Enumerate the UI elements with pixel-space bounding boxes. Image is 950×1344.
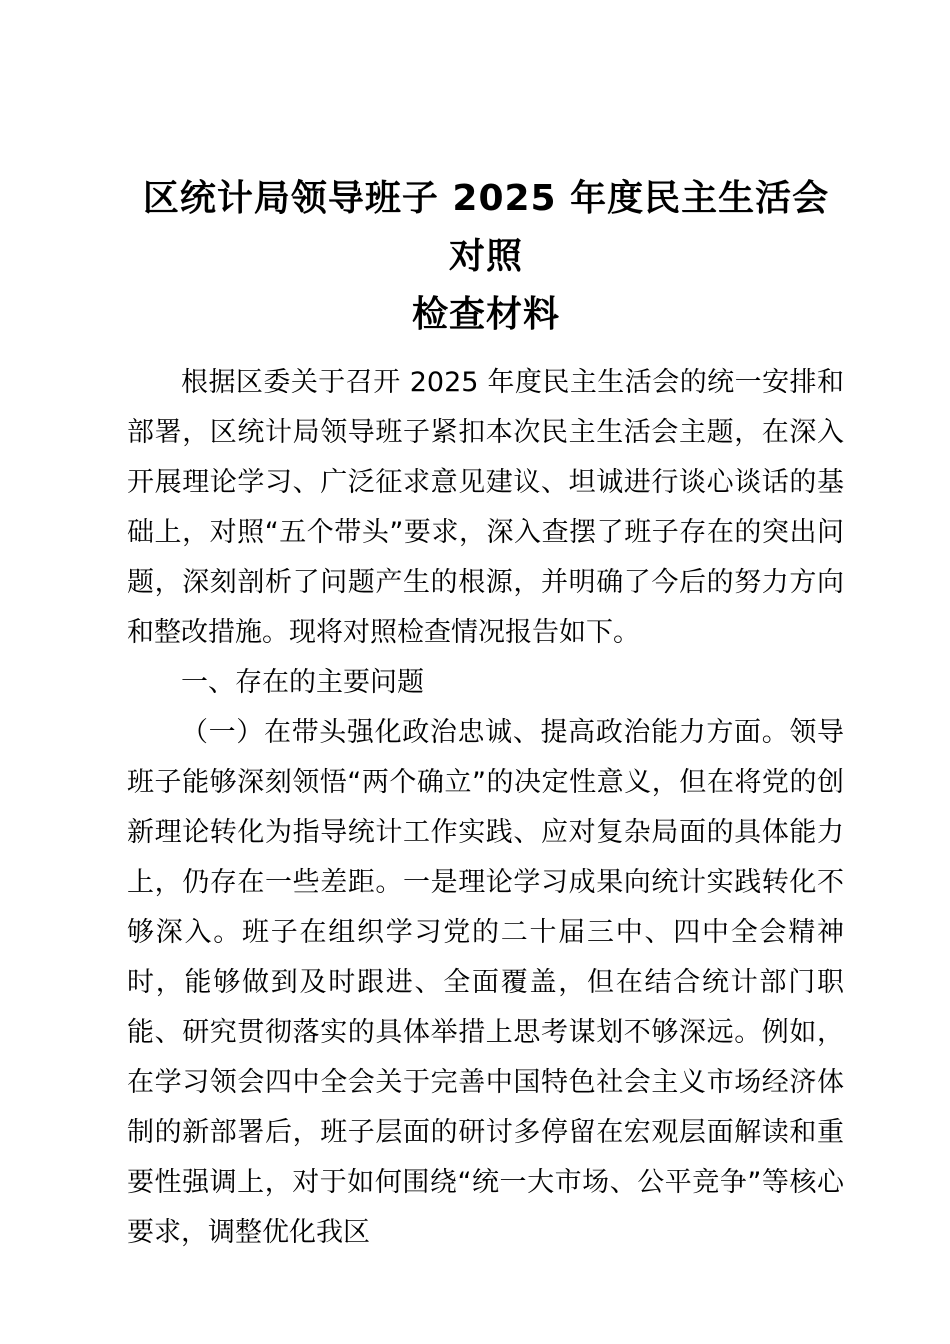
document-title-line-1: 区统计局领导班子 2025 年度民主生活会对照 xyxy=(142,178,830,277)
section-heading-main-problems: 一、存在的主要问题 xyxy=(181,667,424,698)
document-body xyxy=(0,358,950,1258)
intro-paragraph: 根据区委关于召开 2025 年度民主生活会的统一安排和部署，区统计局领导班子紧扣本次民主生活会主题，在深入开展理论学习、广泛征求意见建议、坦诚进行谈心谈话的基础上，对照“五个带头”要求，深入查摆了班子存在的突出问题，深刻剖析了问题产生的根源，并明确了今后的努力方向和整改措施。现将对照检查情况报告如下。 xyxy=(127,367,844,648)
document-title xyxy=(0,0,950,344)
document-title-line-2: 检查材料 xyxy=(411,294,560,335)
subsection-paragraph-political-loyalty: （一）在带头强化政治忠诚、提高政治能力方面。领导班子能够深刻领悟“两个确立”的决定性意义，但在将党的创新理论转化为指导统计工作实践、应对复杂局面的具体能力上，仍存在一些差距。一是理论学习成果向统计实践转化不够深入。班子在组织学习党的二十届三中、四中全会精神时，能够做到及时跟进、全面覆盖，但在结合统计部门职能、研究贯彻落实的具体举措上思考谋划不够深远。例如，在学习领会四中全会关于完善中国特色社会主义市场经济体制的新部署后，班子层面的研讨多停留在宏观层面解读和重要性强调上，对于如何围绕“统一大市场、公平竞争”等核心要求，调整优化我区 xyxy=(127,717,844,1248)
